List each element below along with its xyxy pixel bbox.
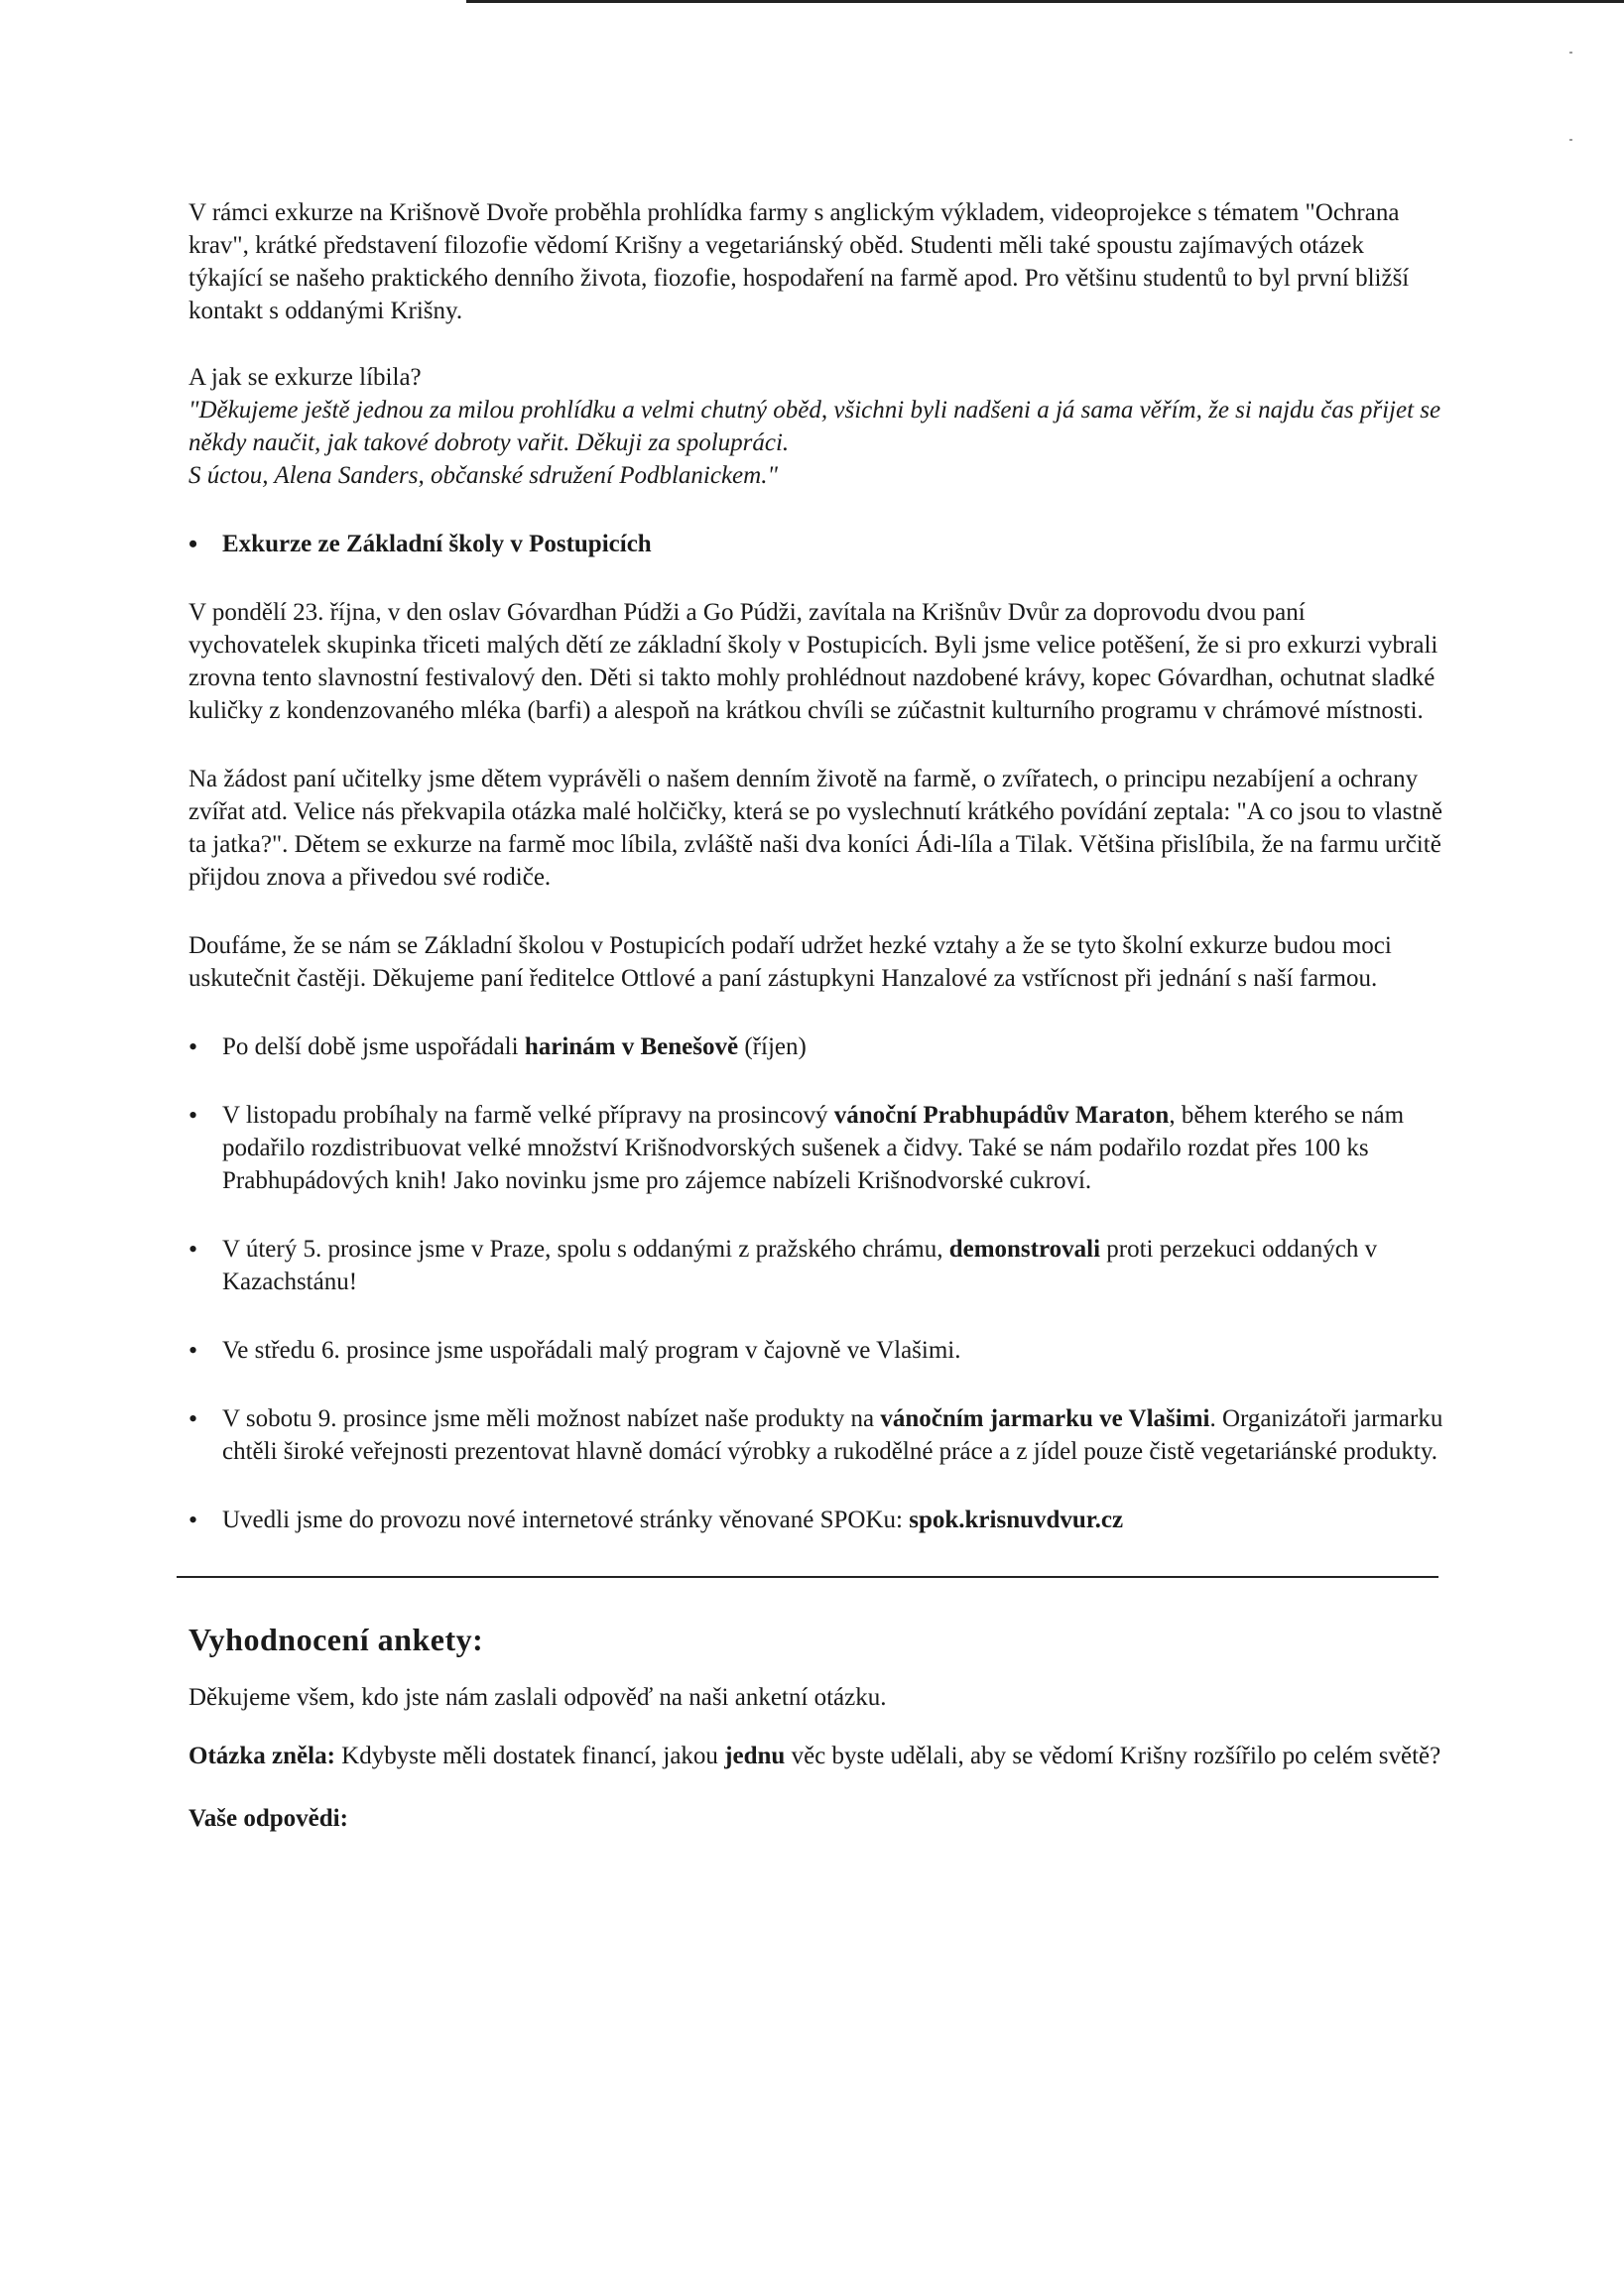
school-visit-paragraph: V pondělí 23. října, v den oslav Góvardhan Púdži a Go Púdži, zavítala na Krišnův Dvůr za doprovodu dvou paní vychovatelek skupinka třiceti malých dětí ze základní školy v Postupicích. Byli jsme velice potěšení, že si pro exkurzi vybrali zrovna tento slavnostní festivalový den. Děti si takto mohly prohlédnout nazdobené krávy, kopec Góvardhan, ochutnat sladké kuličky z kondenzovaného mléka (barfi) a alespoň na krátkou chvíli se zúčastnit kulturního programu v chrámové místnosti.	[188, 599, 1438, 724]
news-item: • V sobotu 9. prosince jsme měli možnost nabízet naše produkty na vánočním jarmarku ve Vlašimi. Organizátoři jarmarku chtěli široké veřejnosti prezentovat hlavně domácí výrobky a rukodělné práce a z jídel pouze čistě vegetariánské produkty.	[188, 1402, 1443, 1468]
feedback-block	[188, 361, 1443, 492]
scan-mark	[1569, 52, 1572, 54]
website-url: spok.krisnuvdvur.cz	[909, 1507, 1124, 1533]
news-item: • V úterý 5. prosince jsme v Praze, spolu s oddanými z pražského chrámu, demonstrovali proti perzekuci oddaných v Kazachstánu!	[188, 1233, 1443, 1298]
feedback-signature: S úctou, Alena Sanders, občanské sdružení Podblanickem."	[188, 462, 778, 489]
survey-question: Otázka zněla: Kdybyste měli dostatek financí, jakou jednu věc byste udělali, aby se vědomí Krišny rozšířilo po celém světě?	[188, 1743, 1441, 1769]
news-item: • Ve středu 6. prosince jsme uspořádali malý program v čajovně ve Vlašimi.	[188, 1334, 1443, 1367]
survey-title: Vyhodnocení ankety:	[188, 1622, 484, 1657]
survey-answers-label: Vaše odpovědi:	[188, 1805, 348, 1832]
section-heading: • Exkurze ze Základní školy v Postupicích	[188, 528, 1443, 560]
school-visit-paragraph: Na žádost paní učitelky jsme dětem vyprávěli o našem denním životě na farmě, o zvířatech, o principu nezabíjení a ochrany zvířat atd. Velice nás překvapila otázka malé holčičky, která se po vyslechnutí krátkého povídání zeptala: "A co jsou to vlastně ta jatka?". Dětem se exkurze na farmě moc líbila, zvláště naši dva koníci Ádi-líla a Tilak. Většina přislíbila, že na farmu určitě přijdou znova a přivedou své rodiče.	[188, 766, 1442, 891]
top-scan-border	[466, 0, 1624, 3]
news-list	[188, 1030, 1443, 1536]
feedback-question: A jak se exkurze líbila?	[188, 364, 422, 391]
news-item: • Uvedli jsme do provozu nové internetové stránky věnované SPOKu: spok.krisnuvdvur.cz	[188, 1504, 1443, 1536]
scan-mark	[1569, 139, 1572, 141]
section-divider	[177, 1576, 1438, 1578]
news-item: • V listopadu probíhaly na farmě velké přípravy na prosincový vánoční Prabhupádův Maraton, během kterého se nám podařilo rozdistribuovat velké množství Krišnodvorských sušenek a čidvy. Také se nám podařilo rozdat přes 100 ks Prabhupádových knih! Jako novinku jsme pro zájemce nabízeli Krišnodvorské cukroví.	[188, 1099, 1443, 1197]
survey-thanks: Děkujeme všem, kdo jste nám zaslali odpověď na naši anketní otázku.	[188, 1684, 887, 1711]
feedback-quote: "Děkujeme ještě jednou za milou prohlídku a velmi chutný oběd, všichni byli nadšeni a já sama věřím, že si najdu čas přijet se někdy naučit, jak takové dobroty vařit. Děkuji za spolupráci.	[188, 397, 1441, 456]
intro-paragraph: V rámci exkurze na Krišnově Dvoře proběhla prohlídka farmy s anglickým výkladem, videoprojekce s tématem "Ochrana krav", krátké představení filozofie vědomí Krišny a vegetariánský oběd. Studenti měli také spoustu zajímavých otázek týkající se našeho praktického denního života, fiozofie, hospodaření na farmě apod. Pro většinu studentů to byl první bližší kontakt s oddanými Krišny.	[188, 199, 1410, 324]
news-item: • Po delší době jsme uspořádali harinám v Benešově (říjen)	[188, 1030, 1443, 1063]
document-page	[188, 188, 1443, 1835]
school-visit-paragraph: Doufáme, že se nám se Základní školou v Postupicích podaří udržet hezké vztahy a že se tyto školní exkurze budou moci uskutečnit častěji. Děkujeme paní ředitelce Ottlové a paní zástupkyni Hanzalové za vstřícnost při jednání s naší farmou.	[188, 932, 1392, 992]
school-visit-heading-list	[188, 528, 1443, 560]
